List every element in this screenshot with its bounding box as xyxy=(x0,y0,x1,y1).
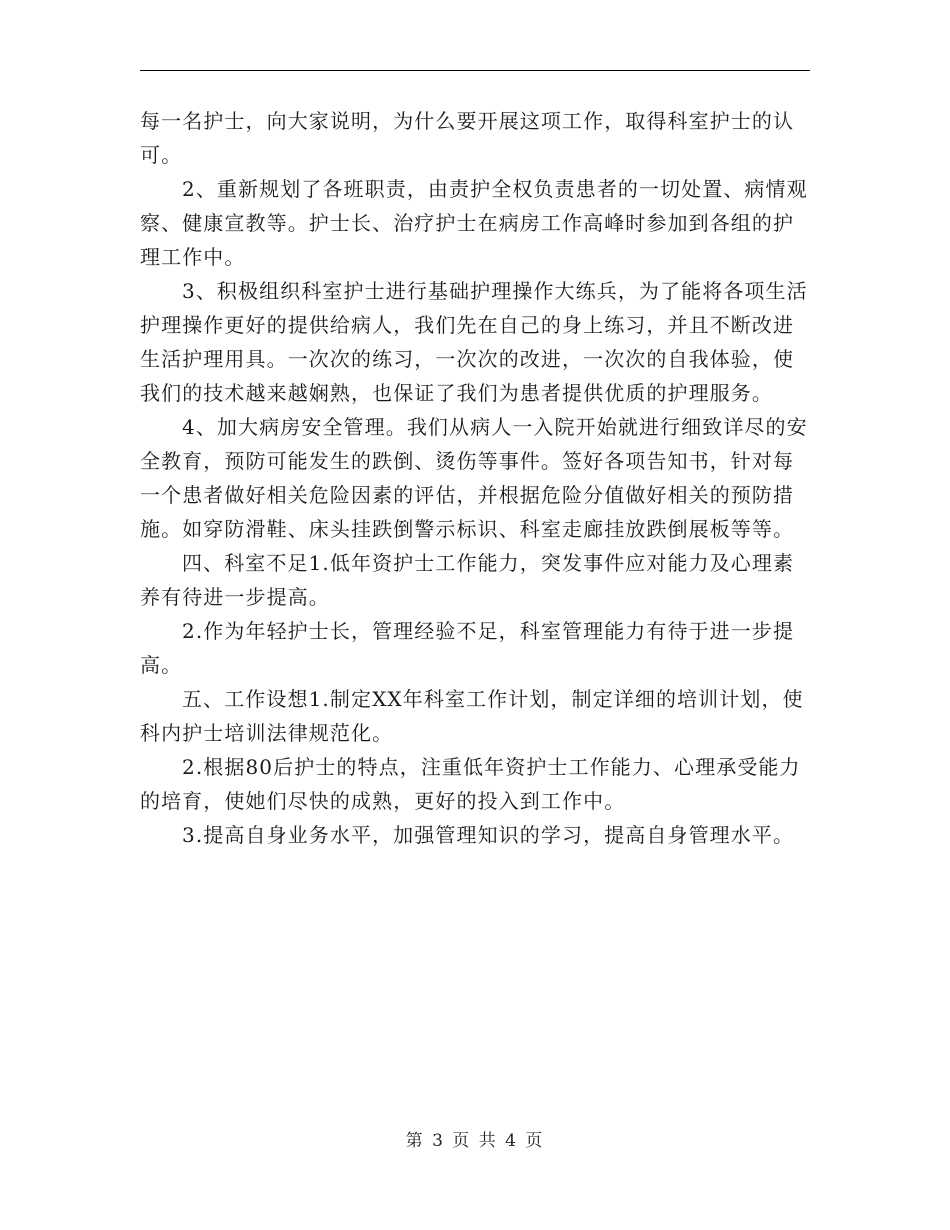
paragraph-6: 2.作为年轻护士长，管理经验不足，科室管理能力有待于进一步提高。 xyxy=(140,619,795,677)
paragraph-3: 3、积极组织科室护士进行基础护理操作大练兵，为了能将各项生活护理操作更好的提供给病人，我们先在自己的身上练习，并且不断改进生活护理用具。一次次的练习，一次次的改进，一次次的自我体验，使我们的技术越来越娴熟，也保证了我们为患者提供优质的护理服务。 xyxy=(140,279,808,405)
paragraph-9: 3.提高自身业务水平，加强管理知识的学习，提高自身管理水平。 xyxy=(182,823,795,847)
header-rule xyxy=(140,70,810,71)
document-body xyxy=(140,104,812,852)
paragraph-1: 每一名护士，向大家说明，为什么要开展这项工作，取得科室护士的认可。 xyxy=(140,109,795,167)
paragraph-8: 2.根据80后护士的特点，注重低年资护士工作能力、心理承受能力的培育，使她们尽快的成熟，更好的投入到工作中。 xyxy=(140,755,801,813)
paragraph-5: 四、科室不足1.低年资护士工作能力，突发事件应对能力及心理素养有待进一步提高。 xyxy=(140,551,795,609)
page-footer: 第 3 页 共 4 页 xyxy=(405,1131,545,1151)
paragraph-2: 2、重新规划了各班职责，由责护全权负责患者的一切处置、病情观察、健康宣教等。护士长、治疗护士在病房工作高峰时参加到各组的护理工作中。 xyxy=(140,177,808,269)
paragraph-7: 五、工作设想1.制定XX年科室工作计划，制定详细的培训计划，使科内护士培训法律规范化。 xyxy=(140,687,804,745)
paragraph-4: 4、加大病房安全管理。我们从病人一入院开始就进行细致详尽的安全教育，预防可能发生的跌倒、烫伤等事件。签好各项告知书，针对每一个患者做好相关危险因素的评估，并根据危险分值做好相关的预防措施。如穿防滑鞋、床头挂跌倒警示标识、科室走廊挂放跌倒展板等等。 xyxy=(140,415,808,541)
